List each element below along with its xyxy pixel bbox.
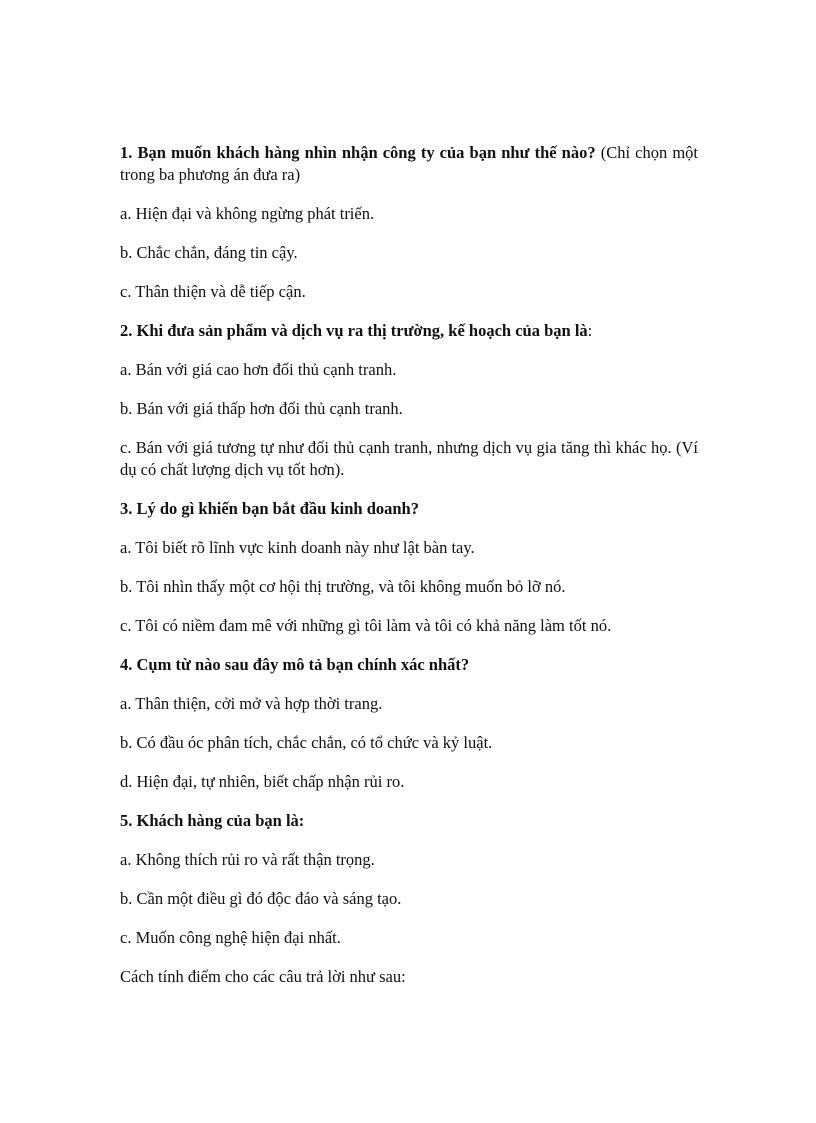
question-1-option-c: c. Thân thiện và dễ tiếp cận. xyxy=(120,282,306,301)
question-1-note: (Chỉ chọn một trong ba phương án đưa ra) xyxy=(120,143,699,184)
question-3-option-a: a. Tôi biết rõ lĩnh vực kinh doanh này như lật bàn tay. xyxy=(120,538,475,557)
question-2-title: 2. Khi đưa sản phẩm và dịch vụ ra thị trường, kế hoạch của bạn là xyxy=(120,321,588,340)
question-4-option-a: a. Thân thiện, cởi mở và hợp thời trang. xyxy=(120,694,383,713)
question-3-option-c: c. Tôi có niềm đam mê với những gì tôi làm và tôi có khả năng làm tốt nó. xyxy=(120,616,612,635)
question-2-note: : xyxy=(587,321,593,340)
question-5-title: 5. Khách hàng của bạn là: xyxy=(120,811,305,830)
question-4-title: 4. Cụm từ nào sau đây mô tả bạn chính xác nhất? xyxy=(120,655,470,674)
question-1-title: 1. Bạn muốn khách hàng nhìn nhận công ty của bạn như thế nào? xyxy=(120,143,596,162)
question-2-option-a: a. Bán với giá cao hơn đối thủ cạnh tranh. xyxy=(120,360,397,379)
question-4-option-d: d. Hiện đại, tự nhiên, biết chấp nhận rủi ro. xyxy=(120,772,405,791)
document-page xyxy=(120,142,698,1005)
scoring-intro: Cách tính điểm cho các câu trả lời như sau: xyxy=(120,967,406,986)
question-1-option-a: a. Hiện đại và không ngừng phát triển. xyxy=(120,204,375,223)
question-2-option-c: c. Bán với giá tương tự như đối thủ cạnh tranh, nhưng dịch vụ gia tăng thì khác họ. (Ví dụ có chất lượng dịch vụ tốt hơn). xyxy=(120,438,698,479)
question-1 xyxy=(120,142,698,186)
question-5-option-a: a. Không thích rủi ro và rất thận trọng. xyxy=(120,850,375,869)
question-2 xyxy=(120,320,698,342)
question-4-option-b: b. Có đầu óc phân tích, chắc chắn, có tổ chức và kỷ luật. xyxy=(120,733,493,752)
question-5-option-b: b. Cần một điều gì đó độc đáo và sáng tạo. xyxy=(120,889,402,908)
question-2-option-b: b. Bán với giá thấp hơn đối thủ cạnh tranh. xyxy=(120,399,403,418)
question-5-option-c: c. Muốn công nghệ hiện đại nhất. xyxy=(120,928,341,947)
question-3-option-b: b. Tôi nhìn thấy một cơ hội thị trường, và tôi không muốn bỏ lỡ nó. xyxy=(120,577,566,596)
question-3-title: 3. Lý do gì khiến bạn bắt đầu kinh doanh? xyxy=(120,499,419,518)
question-1-option-b: b. Chắc chắn, đáng tin cậy. xyxy=(120,243,298,262)
